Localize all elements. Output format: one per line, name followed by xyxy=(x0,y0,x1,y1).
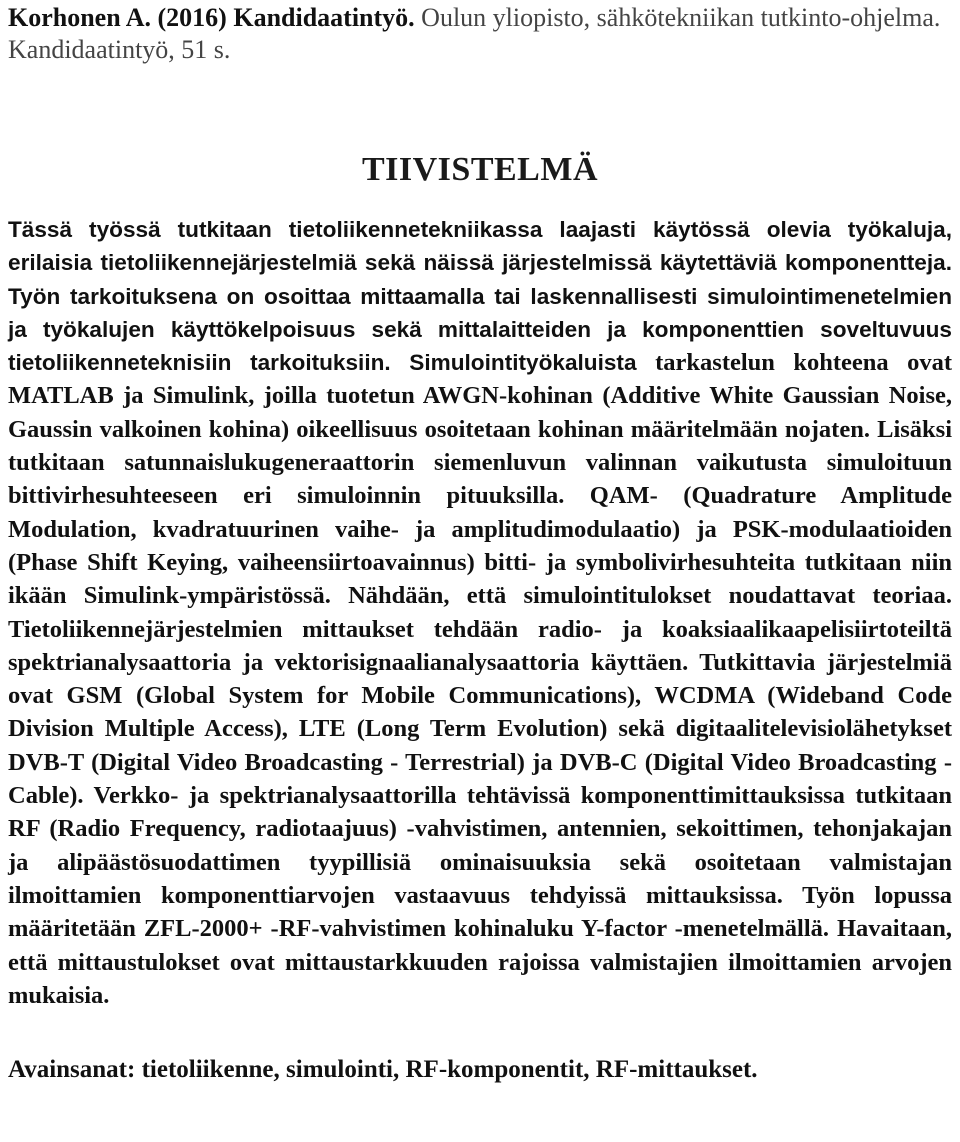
abstract-heading: TIIVISTELMÄ xyxy=(361,151,598,188)
abstract-body xyxy=(8,213,952,1012)
abstract-page xyxy=(8,0,952,1086)
abstract-sentence: Simulointityökaluista xyxy=(409,350,656,376)
citation-publisher: Oulun yliopisto, sähkötekniikan tutkinto-ohjelma. Kandidaatintyö, 51 s. xyxy=(8,3,941,64)
keywords-values: tietoliikenne, simulointi, RF-komponentit, RF-mittaukset. xyxy=(135,1056,758,1084)
citation-author-title: Korhonen A. (2016) Kandidaatintyö. xyxy=(8,3,415,32)
citation xyxy=(8,0,952,66)
abstract-sentence: Työn tarkoituksena on osoittaa mittaamalla tai laskennallisesti simulointimenetelmien ja työkalujen käyttökelpoisuus sekä mittalaitteiden ja komponenttien soveltuvuus tietoliikenneteknisiin tarkoituksiin. xyxy=(8,283,952,376)
abstract-sentence: Tässä työssä tutkitaan tietoliikennetekniikassa laajasti käytössä olevia työkaluja, erilaisia tietoliikennejärjestelmiä sekä näissä järjestelmissä käytettäviä komponentteja. xyxy=(8,217,952,276)
abstract-sentence: tarkastelun kohteena ovat MATLAB ja Simulink, joilla tuotetun AWGN-kohinan (Additive White Gaussian Noise, Gaussin valkoinen kohina) oikeellisuus osoitetaan kohinan määritelmään nojaten. Lisäksi tutkitaan satunnaislukugeneraattorin siemenluvun valinnan vaikutusta simuloituun bittivirhesuhteeseen eri simuloinnin pituuksilla. QAM- (Quadrature Amplitude Modulation, kvadratuurinen vaihe- ja amplitudimodulaatio) ja PSK-modulaatioiden (Phase Shift Keying, vaiheensiirtoavainnus) bitti- ja symbolivirhesuhteita tutkitaan niin ikään Simulink-ympäristössä. Nähdään, että simulointitulokset noudattavat teoriaa. Tietoliikennejärjestelmien mittaukset tehdään radio- ja koaksiaalikaapelisiirtoteiltä spektrianalysaattoria ja vektorisignaalianalysaattoria käyttäen. Tutkittavia järjestelmiä ovat GSM (Global System for Mobile Communications), WCDMA (Wideband Code Division Multiple Access), LTE (Long Term Evolution) sekä digitaalitelevisiolähetykset DVB-T (Digital Video Broadcasting - Terrestrial) ja DVB-C (Digital Video Broadcasting - Cable). Verkko- ja spektrianalysaattorilla tehtävissä komponenttimittauksissa tutkitaan RF (Radio Frequency, radiotaajuus) -vahvistimen, antennien, sekoittimen, tehonjakajan ja alipäästösuodattimen tyypillisiä ominaisuuksia sekä osoitetaan valmistajan ilmoittamien komponenttiarvojen vastaavuus tehdyissä mittauksissa. Työn lopussa määritetään ZFL-2000+ -RF-vahvistimen kohinaluku Y-factor -menetelmällä. Havaitaan, että mittaustulokset ovat mittaustarkkuuden rajoissa valmistajien ilmoittamien arvojen mukaisia. xyxy=(8,349,952,1009)
keywords xyxy=(8,1054,952,1086)
keywords-label: Avainsanat: xyxy=(8,1056,136,1084)
